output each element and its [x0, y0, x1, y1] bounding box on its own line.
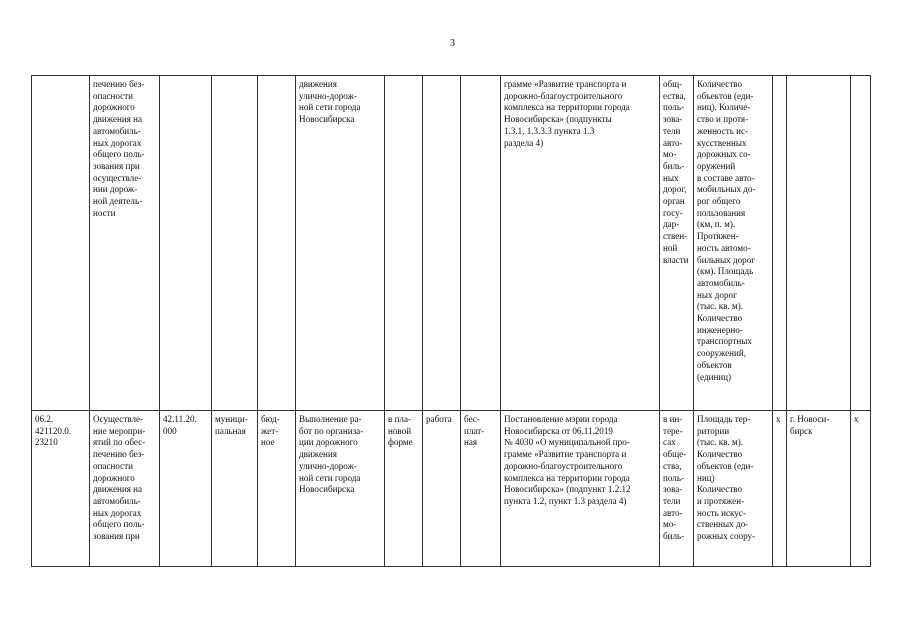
- table-cell: [501, 411, 660, 567]
- table-cell: [787, 411, 851, 567]
- table-cell: [258, 411, 296, 567]
- cell-text: 42.11.20. 000: [163, 414, 197, 436]
- cell-text: бюд- жет- ное: [261, 414, 280, 448]
- page-number: 3: [450, 38, 455, 49]
- table-cell: [423, 411, 461, 567]
- table-cell: [296, 76, 385, 411]
- cell-text: 06.2. 421120.0. 23210: [35, 414, 72, 448]
- table-cell: [660, 76, 694, 411]
- table-cell: [461, 76, 501, 411]
- table-cell: [258, 76, 296, 411]
- cell-text: г. Новоси- бирск: [790, 414, 830, 436]
- table-cell: [212, 76, 258, 411]
- table-cell: [423, 76, 461, 411]
- cell-text: муници- пальная: [215, 414, 248, 436]
- table-cell: [501, 76, 660, 411]
- cell-text: работа: [426, 414, 452, 424]
- cell-text: в ин- тере- сах обще- ства, поль- зова- тели авто- мо- биль-: [663, 414, 687, 542]
- table-cell: [32, 76, 90, 411]
- table-cell: [773, 76, 787, 411]
- table-cell: [461, 411, 501, 567]
- cell-text: Выполнение ра- бот по организа- ции дорожного движения улично-дорож- ной сети города Новосибирска: [299, 414, 364, 495]
- cell-text: х: [776, 414, 781, 424]
- registry-table: [31, 75, 871, 567]
- table-cell: [32, 411, 90, 567]
- cell-text: в пла- новой форме: [388, 414, 413, 448]
- cell-text: бес- плат- ная: [464, 414, 485, 448]
- table-cell: [851, 411, 871, 567]
- table-cell: [160, 76, 212, 411]
- table-cell: [385, 411, 423, 567]
- cell-text: печению без- опасности дорожного движения на автомобиль- ных дорогах общего поль- зования при осуществле- нии дорож- ной деятель- ности: [93, 79, 145, 218]
- cell-text: Осуществле- ние меропри- ятий по обес- печению без- опасности дорожного движения на автомобиль- ных дорогах общего поль- зования при: [93, 414, 146, 542]
- cell-text: общ- ества, поль- зова- тели авто- мо- биль- ных дорог, орган госу- дар- ствен- ной власти: [663, 79, 689, 265]
- cell-text: движения улично-дорож- ной сети города Новосибирска: [299, 79, 361, 125]
- table-cell: [773, 411, 787, 567]
- table-row: [32, 76, 871, 411]
- table-cell: [660, 411, 694, 567]
- table-cell: [787, 76, 851, 411]
- table-cell: [160, 411, 212, 567]
- cell-text: Площадь тер- ритории (тыс. кв. м). Количество объектов (еди- ниц) Количество и протяжен- ность искус- ственных до- рожных соору-: [697, 414, 756, 542]
- table-body: [32, 76, 871, 567]
- table-cell: [296, 411, 385, 567]
- cell-text: х: [854, 414, 859, 424]
- table-row: [32, 411, 871, 567]
- table-cell: [851, 76, 871, 411]
- table-cell: [694, 411, 773, 567]
- cell-text: Постановление мэрии города Новосибирска от 06.11.2019 № 4030 «О муниципальной про- грамме «Развитие транспорта и дорожно-благоустроительного комплекса на территории города Новосибирска» (подпункт 1.2.12 пункта 1.2, пункт 1.3 раздела 4): [504, 414, 631, 506]
- table-cell: [90, 411, 160, 567]
- cell-text: Количество объектов (еди- ниц). Количе- ство и протя- женность ис- кусственных дорожных со- оружений в составе авто- мобильных до- рог общего пользования (км, п. м). Протяжен- ность автомо- бильных дорог (км). Площадь автомобиль- ных дорог (тыс. кв. м). Количество инженерно- транспортных сооружений, объектов (единиц): [697, 79, 756, 382]
- table-cell: [90, 76, 160, 411]
- table-cell: [694, 76, 773, 411]
- table-cell: [212, 411, 258, 567]
- cell-text: грамме «Развитие транспорта и дорожно-благоустроительного комплекса на территории города Новосибирска» (подпункты 1.3.1, 1.3.3.3 пункта 1.3 раздела 4): [504, 79, 630, 148]
- table-cell: [385, 76, 423, 411]
